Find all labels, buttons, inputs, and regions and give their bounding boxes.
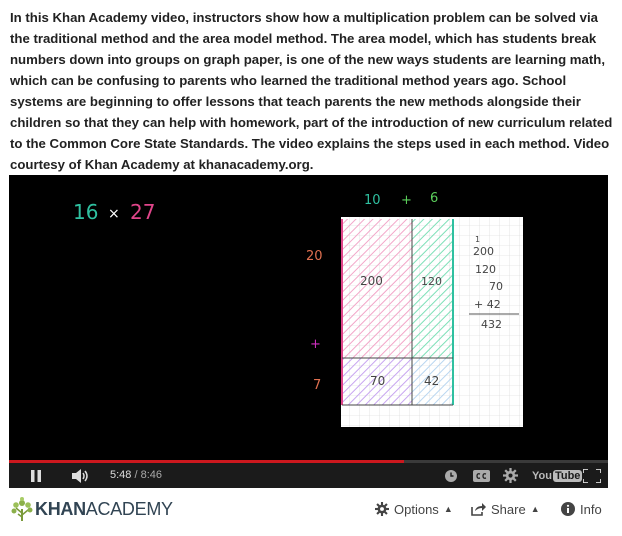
logo-light-text: ACADEMY [85, 498, 173, 519]
duration: 8:46 [140, 469, 163, 481]
info-label: Info [580, 501, 602, 517]
youtube-logo-tube: Tube [554, 469, 581, 482]
share-button[interactable] [471, 496, 540, 522]
khan-academy-wordmark [35, 499, 173, 520]
problem-multiplicand: 16 [73, 200, 99, 224]
info-icon [561, 502, 575, 516]
side-label-seven: 7 [313, 378, 322, 393]
top-label-ten: 10 [364, 193, 381, 208]
volume-icon [72, 469, 91, 483]
area-value-120: 120 [421, 275, 442, 288]
problem-times: × [108, 206, 120, 222]
top-label-plus: + [401, 193, 412, 208]
area-cell-ones-by-tens [412, 219, 453, 358]
info-button[interactable] [561, 496, 602, 522]
share-caret-icon: ▲ [530, 504, 540, 514]
area-value-200: 200 [360, 274, 383, 288]
sum-line-200: 200 [473, 245, 494, 258]
logo-bold-text: KHAN [35, 498, 86, 519]
options-button[interactable] [375, 496, 453, 522]
options-caret-icon: ▲ [443, 504, 453, 514]
pause-icon [30, 470, 42, 482]
fullscreen-button[interactable] [582, 463, 602, 488]
time-display [110, 463, 162, 488]
options-gear-icon [375, 502, 389, 516]
pause-button[interactable] [29, 463, 43, 488]
player-controls [9, 463, 608, 488]
share-icon [471, 502, 486, 516]
sum-total: 432 [481, 318, 502, 331]
khan-academy-logo[interactable] [9, 496, 173, 522]
volume-button[interactable] [71, 463, 91, 488]
problem-multiplier: 27 [130, 200, 156, 224]
area-value-70: 70 [370, 374, 386, 388]
options-label: Options [394, 501, 439, 517]
gear-icon [503, 468, 518, 483]
top-label-six: 6 [430, 191, 439, 206]
video-frame[interactable] [9, 175, 608, 460]
current-time: 5:48 [110, 469, 132, 481]
area-value-42: 42 [424, 374, 440, 388]
captions-button[interactable] [472, 463, 490, 488]
time-separator: / [131, 469, 141, 481]
youtube-logo-you: You [532, 469, 552, 482]
khan-tree-icon [9, 496, 35, 522]
sum-line-120: 120 [475, 263, 496, 276]
sum-line-70: 70 [489, 280, 503, 293]
sum-carry: 1 [475, 235, 481, 244]
watch-later-button[interactable] [444, 463, 458, 488]
cc-icon [473, 470, 490, 482]
blackboard-drawing [9, 175, 608, 460]
video-footer [9, 496, 608, 522]
area-cell-tens-by-tens [342, 219, 412, 358]
share-label: Share [491, 501, 526, 517]
sum-line-42: + 42 [474, 298, 501, 311]
settings-button[interactable] [502, 463, 518, 488]
video-player[interactable] [9, 175, 608, 488]
fullscreen-icon [583, 469, 601, 483]
youtube-logo[interactable] [532, 468, 582, 483]
side-label-twenty: 20 [306, 249, 323, 264]
clock-icon [445, 470, 457, 482]
side-label-plus: + [310, 337, 321, 352]
video-caption: In this Khan Academy video, instructors show how a multiplication problem can be solved via the traditional method and the area model method. The area model, which has students break numbers down into groups on graph paper, is one of the new ways students are learning math, which can be confusing to parents who learned the traditional method years ago. School systems are beginning to offer lessons that teach parents the new methods alongside their children so that they can help with homework, part of the introduction of new curriculum related to the Common Core State Standards. The video explains the steps used in each method. Video courtesy of Khan Academy at khanacademy.org. [10, 10, 613, 172]
